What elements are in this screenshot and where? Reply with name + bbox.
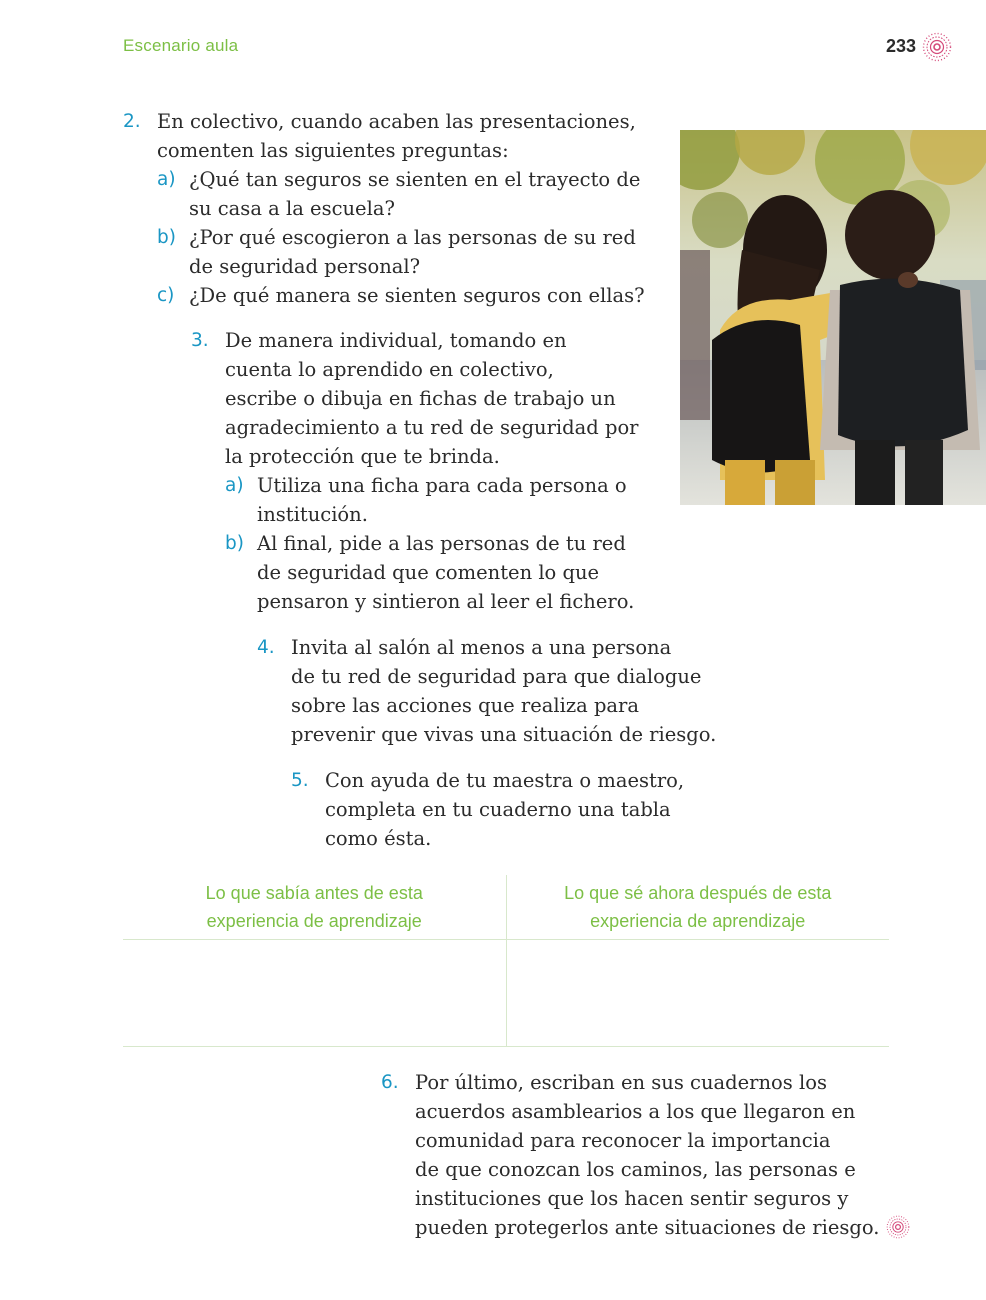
text-line: ¿Qué tan seguros se sienten en el trayecto de — [189, 168, 641, 191]
text-line: de que conozcan los caminos, las personas e — [415, 1158, 856, 1181]
students-photo — [680, 130, 986, 505]
instruction-b — [225, 529, 639, 616]
mandala-icon — [886, 1215, 910, 1239]
text-line: de seguridad que comenten lo que — [257, 561, 600, 584]
text-line: Invita al salón al menos a una persona — [291, 636, 672, 659]
header-line: Lo que sabía antes de esta — [205, 883, 423, 903]
text-line: comunidad para reconocer la importancia — [415, 1129, 831, 1152]
activity-number: 4. — [257, 637, 275, 658]
text-line: sobre las acciones que realiza para — [291, 694, 640, 717]
text-line: pueden protegerlos ante situaciones de riesgo. — [415, 1216, 880, 1239]
activity-number: 5. — [291, 770, 309, 791]
activity-number: 2. — [123, 111, 141, 132]
cell-before — [123, 940, 506, 1047]
header-before — [123, 875, 506, 940]
question-c — [157, 281, 645, 310]
question-letter: b) — [157, 227, 176, 248]
text-line: su casa a la escuela? — [189, 197, 395, 220]
header-line: Lo que sé ahora después de esta — [564, 883, 832, 903]
activity-number: 6. — [381, 1072, 399, 1093]
text-line: pensaron y sintieron al leer el fichero. — [257, 590, 635, 613]
cell-after — [506, 940, 889, 1047]
text-line: escribe o dibuja en fichas de trabajo un — [225, 387, 616, 410]
text-line: institución. — [257, 503, 368, 526]
text-line: Con ayuda de tu maestra o maestro, — [325, 769, 685, 792]
text-line: En colectivo, cuando acaben las presentaciones, — [157, 110, 636, 133]
text-line: ¿De qué manera se sienten seguros con ellas? — [189, 284, 645, 307]
text-line: Por último, escriban en sus cuadernos los — [415, 1071, 827, 1094]
page-number: 233 — [886, 36, 917, 56]
instruction-letter: b) — [225, 533, 244, 554]
header-after — [506, 875, 889, 940]
instruction-letter: a) — [225, 475, 244, 496]
question-letter: a) — [157, 169, 176, 190]
question-letter: c) — [157, 285, 175, 306]
text-line: Al final, pide a las personas de tu red — [257, 532, 626, 555]
question-b — [157, 223, 645, 281]
text-line: acuerdos asamblearios a los que llegaron en — [415, 1100, 856, 1123]
header-line: experiencia de aprendizaje — [206, 911, 422, 931]
text-line: Utiliza una ficha para cada persona o — [257, 474, 627, 497]
text-line: instituciones que los hacen sentir seguros y — [415, 1187, 849, 1210]
text-line: prevenir que vivas una situación de riesgo. — [291, 723, 717, 746]
text-line: comenten las siguientes preguntas: — [157, 139, 509, 162]
text-line: De manera individual, tomando en — [225, 329, 567, 352]
section-title: Escenario aula — [123, 36, 239, 55]
mandala-icon — [922, 32, 952, 62]
text-line: completa en tu cuaderno una tabla — [325, 798, 671, 821]
header-line: experiencia de aprendizaje — [590, 911, 806, 931]
text-line: ¿Por qué escogieron a las personas de su red — [189, 226, 636, 249]
instruction-a — [225, 471, 639, 529]
text-line: como ésta. — [325, 827, 432, 850]
text-line: cuenta lo aprendido en colectivo, — [225, 358, 554, 381]
text-line: de tu red de seguridad para que dialogue — [291, 665, 702, 688]
learning-table — [123, 875, 889, 1047]
activity-number: 3. — [191, 330, 209, 351]
text-line: de seguridad personal? — [189, 255, 421, 278]
text-line: agradecimiento a tu red de seguridad por — [225, 416, 639, 439]
text-line: la protección que te brinda. — [225, 445, 500, 468]
question-a — [157, 165, 645, 223]
